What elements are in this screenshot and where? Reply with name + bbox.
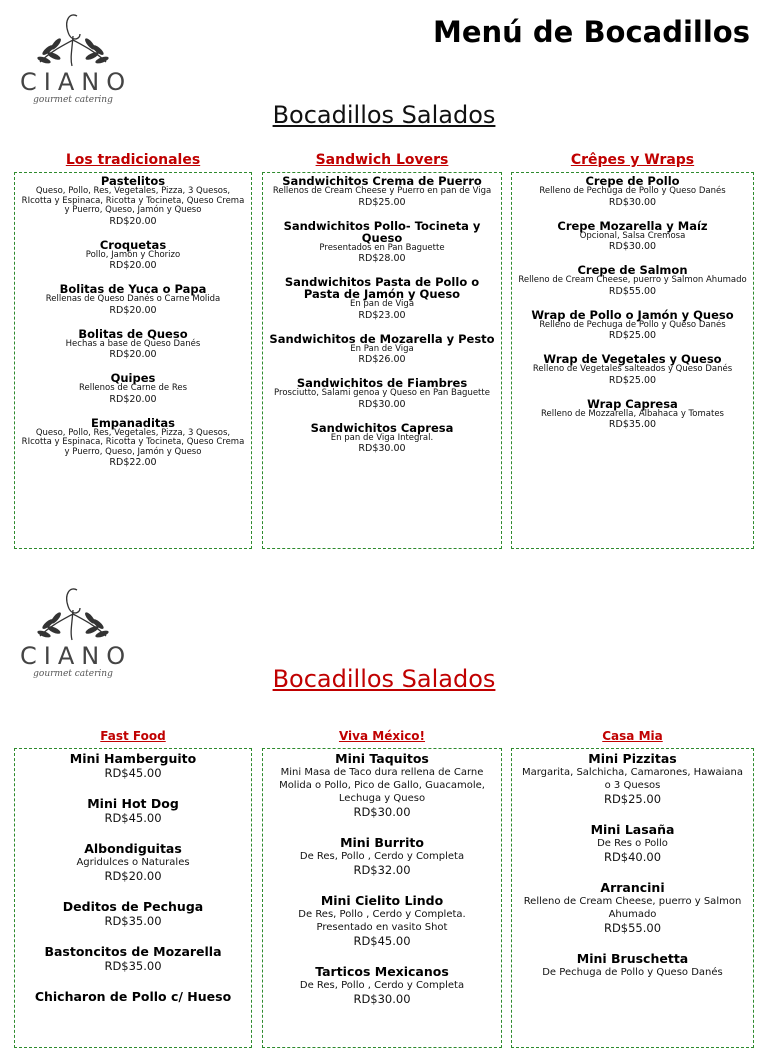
item-price: RD$20.00 (109, 215, 157, 227)
menu-item (518, 880, 747, 936)
item-description: Hechas a base de Queso Danés (65, 338, 201, 349)
menu-item (518, 751, 747, 807)
item-name: Sandwichitos de Mozarella y Pesto (269, 331, 495, 346)
menu-column-box (262, 172, 502, 549)
item-name: Sandwichitos Crema de Puerro (282, 174, 482, 188)
item-description: Agridulces o Naturales (76, 857, 190, 868)
menu-item (518, 220, 747, 254)
item-description: Relleno de Pechuga de Pollo y Queso Danés (539, 186, 726, 196)
item-price: RD$25.00 (608, 374, 657, 386)
item-description: De Pechuga de Pollo y Queso Danés (542, 967, 723, 978)
item-name: Crepe Mozarella y Maíz (557, 218, 708, 233)
logo-tagline: gourmet catering (33, 95, 113, 105)
item-name: Wrap de Pollo o Jamón y Queso (531, 307, 734, 322)
item-description: Queso, Pollo, Res, Vegetales, Pizza, 3 Quesos, RIcotta y Espinaca, Ricotta y Tocineta, Queso Crema y Puerro, Queso, Jamón y Queso (21, 427, 245, 457)
item-name: Crepe de Pollo (585, 174, 680, 188)
item-name: Croquetas (99, 237, 167, 252)
column-title: Fast Food (100, 729, 166, 743)
menu-item (21, 372, 245, 406)
menu-item (21, 944, 245, 974)
logo-tagline: gourmet catering (33, 669, 113, 679)
item-name: Arrancini (600, 880, 665, 895)
item-name: Empanaditas (90, 415, 176, 430)
item-price: RD$28.00 (358, 253, 406, 264)
item-price: RD$45.00 (104, 766, 162, 780)
menu-column-box (14, 172, 252, 549)
item-description: En pan de Viga Integral. (330, 432, 434, 443)
item-name: Sandwichitos Pasta de Pollo o Pasta de Jamón y Queso (284, 275, 480, 301)
item-description: Margarita, Salchicha, Camarones, Hawaiana o 3 Quesos (521, 767, 744, 791)
menu-item (21, 283, 245, 317)
item-price: RD$45.00 (353, 934, 411, 948)
item-price: RD$23.00 (358, 309, 406, 321)
item-name: Bastoncitos de Mozarella (44, 944, 222, 959)
item-price: RD$30.00 (353, 992, 411, 1006)
item-name: Sandwichitos de Fiambres (296, 376, 468, 390)
menu-item (518, 175, 747, 209)
item-description: Prosciutto, Salami genoa y Queso en Pan Baguette (274, 388, 490, 398)
item-price: RD$25.00 (603, 792, 662, 806)
item-description: En Pan de Viga (350, 343, 414, 354)
item-name: Tarticos Mexicanos (315, 964, 449, 979)
item-name: Pastelitos (100, 174, 166, 188)
menu-item (21, 796, 245, 826)
menu-item (269, 220, 495, 266)
item-description: Opcional, Salsa Cremosa (579, 230, 686, 241)
item-name: Mini Lasaña (590, 822, 675, 837)
item-description: De Res, Pollo , Cerdo y Completa (299, 980, 465, 991)
menu-item (21, 175, 245, 228)
menu-item (269, 835, 495, 878)
menu-item (518, 951, 747, 979)
column-title: Viva México! (338, 729, 426, 743)
item-name: Mini Hamberguito (69, 751, 197, 766)
menu-column-box (511, 172, 754, 549)
column-title: Los tradicionales (65, 152, 201, 168)
item-price: RD$30.00 (608, 241, 657, 252)
logo-brand: CIANO (20, 642, 133, 670)
item-price: RD$20.00 (109, 393, 157, 405)
item-price: RD$20.00 (109, 260, 157, 271)
item-description: Relleno de Cream Cheese, puerro y Salmon Ahumado (523, 896, 742, 920)
item-name: Crepe de Salmon (577, 263, 688, 277)
item-price: RD$55.00 (608, 285, 657, 297)
item-description: De Res o Pollo (597, 838, 668, 849)
item-name: Bolitas de Yuca o Papa (59, 282, 207, 296)
logo-brand: CIANO (20, 68, 133, 96)
olive-branch-logo-icon (14, 10, 132, 68)
item-price: RD$35.00 (104, 914, 162, 928)
menu-item (21, 989, 245, 1004)
menu-item (269, 333, 495, 367)
item-price: RD$55.00 (603, 921, 662, 935)
olive-branch-logo-icon (14, 584, 132, 642)
menu-item (21, 751, 245, 781)
menu-item (518, 353, 747, 387)
menu-item (518, 264, 747, 298)
item-description: Rellenos de Carne de Res (78, 383, 188, 393)
item-description: Relleno de Vegetales salteados y Queso Danés (532, 364, 733, 374)
item-name: Mini Pizzitas (588, 751, 677, 766)
item-price: RD$26.00 (358, 354, 406, 365)
menu-item (269, 175, 495, 209)
menu-item (269, 377, 495, 411)
item-price: RD$35.00 (104, 959, 162, 973)
item-name: Quipes (110, 371, 156, 385)
item-description: En pan de Viga (349, 299, 415, 309)
item-description: Rellenos de Cream Cheese y Puerro en pan de Viga (272, 186, 492, 196)
item-name: Mini Taquitos (335, 751, 429, 766)
item-price: RD$20.00 (109, 349, 157, 360)
menu-column-box (262, 748, 502, 1048)
menu-item (518, 822, 747, 865)
menu-item (269, 276, 495, 322)
item-price: RD$30.00 (608, 196, 657, 208)
column-title: Casa Mia (602, 729, 663, 743)
item-price: RD$40.00 (603, 850, 662, 864)
menu-item (21, 417, 245, 470)
item-price: RD$30.00 (353, 805, 411, 819)
item-price: RD$35.00 (608, 419, 657, 430)
column-title: Sandwich Lovers (315, 152, 449, 168)
menu-item (21, 328, 245, 362)
item-name: Mini Hot Dog (87, 796, 179, 811)
menu-item (518, 398, 747, 432)
menu-column-box (14, 748, 252, 1048)
column-title: Crêpes y Wraps (570, 152, 695, 168)
item-name: Sandwichitos Capresa (310, 420, 454, 435)
section-heading: Bocadillos Salados (272, 101, 496, 129)
menu-item (518, 309, 747, 343)
section-heading: Bocadillos Salados (272, 665, 496, 693)
item-price: RD$20.00 (109, 304, 157, 316)
item-description: Relleno de Pechuga de Pollo y Queso Danés (539, 319, 726, 330)
menu-item (269, 964, 495, 1007)
item-description: Mini Masa de Taco dura rellena de Carne Molida o Pollo, Pico de Gallo, Guacamole, Lechuga y Queso (279, 767, 485, 804)
item-price: RD$30.00 (358, 443, 406, 454)
item-price: RD$30.00 (358, 398, 406, 410)
item-name: Chicharon de Pollo c/ Hueso (34, 989, 232, 1004)
item-price: RD$22.00 (109, 457, 157, 468)
menu-item (269, 751, 495, 820)
ciano-logo (14, 10, 132, 105)
item-price: RD$20.00 (104, 869, 162, 883)
menu-item (21, 841, 245, 884)
item-description: De Res, Pollo , Cerdo y Completa (299, 851, 465, 862)
item-name: Bolitas de Queso (78, 326, 188, 341)
item-price: RD$32.00 (353, 863, 411, 877)
item-name: Albondiguitas (84, 841, 182, 856)
item-description: Pollo, Jamón y Chorizo (85, 249, 181, 260)
item-description: Relleno de Cream Cheese, puerro y Salmon Ahumado (518, 275, 747, 285)
item-description: Rellenas de Queso Danés o Carne Molida (45, 294, 221, 304)
item-name: Deditos de Pechuga (62, 899, 204, 914)
item-description: Presentados en Pan Baguette (319, 242, 445, 253)
menu-item (269, 422, 495, 456)
menu-column-box (511, 748, 754, 1048)
item-name: Wrap Capresa (587, 396, 678, 411)
page-title: Menú de Bocadillos (433, 15, 750, 49)
item-name: Mini Burrito (340, 835, 424, 850)
item-description: Relleno de Mozzarella, Albahaca y Tomates (541, 408, 724, 419)
item-name: Sandwichitos Pollo- Tocineta y Queso (283, 218, 481, 245)
item-price: RD$25.00 (608, 330, 657, 341)
item-price: RD$25.00 (358, 196, 406, 208)
item-name: Mini Bruschetta (576, 951, 689, 966)
item-name: Mini Cielito Lindo (320, 893, 444, 908)
item-price: RD$45.00 (104, 811, 162, 825)
menu-item (21, 899, 245, 929)
item-description: Queso, Pollo, Res, Vegetales, Pizza, 3 Quesos, RIcotta y Espinaca, Ricotta y Tocineta, Queso Crema y Puerro, Queso, Jamón y Queso (21, 186, 245, 215)
item-description: De Res, Pollo , Cerdo y Completa. Presentado en vasito Shot (298, 909, 466, 933)
menu-item (269, 893, 495, 949)
menu-item (21, 239, 245, 273)
item-name: Wrap de Vegetales y Queso (543, 352, 722, 366)
